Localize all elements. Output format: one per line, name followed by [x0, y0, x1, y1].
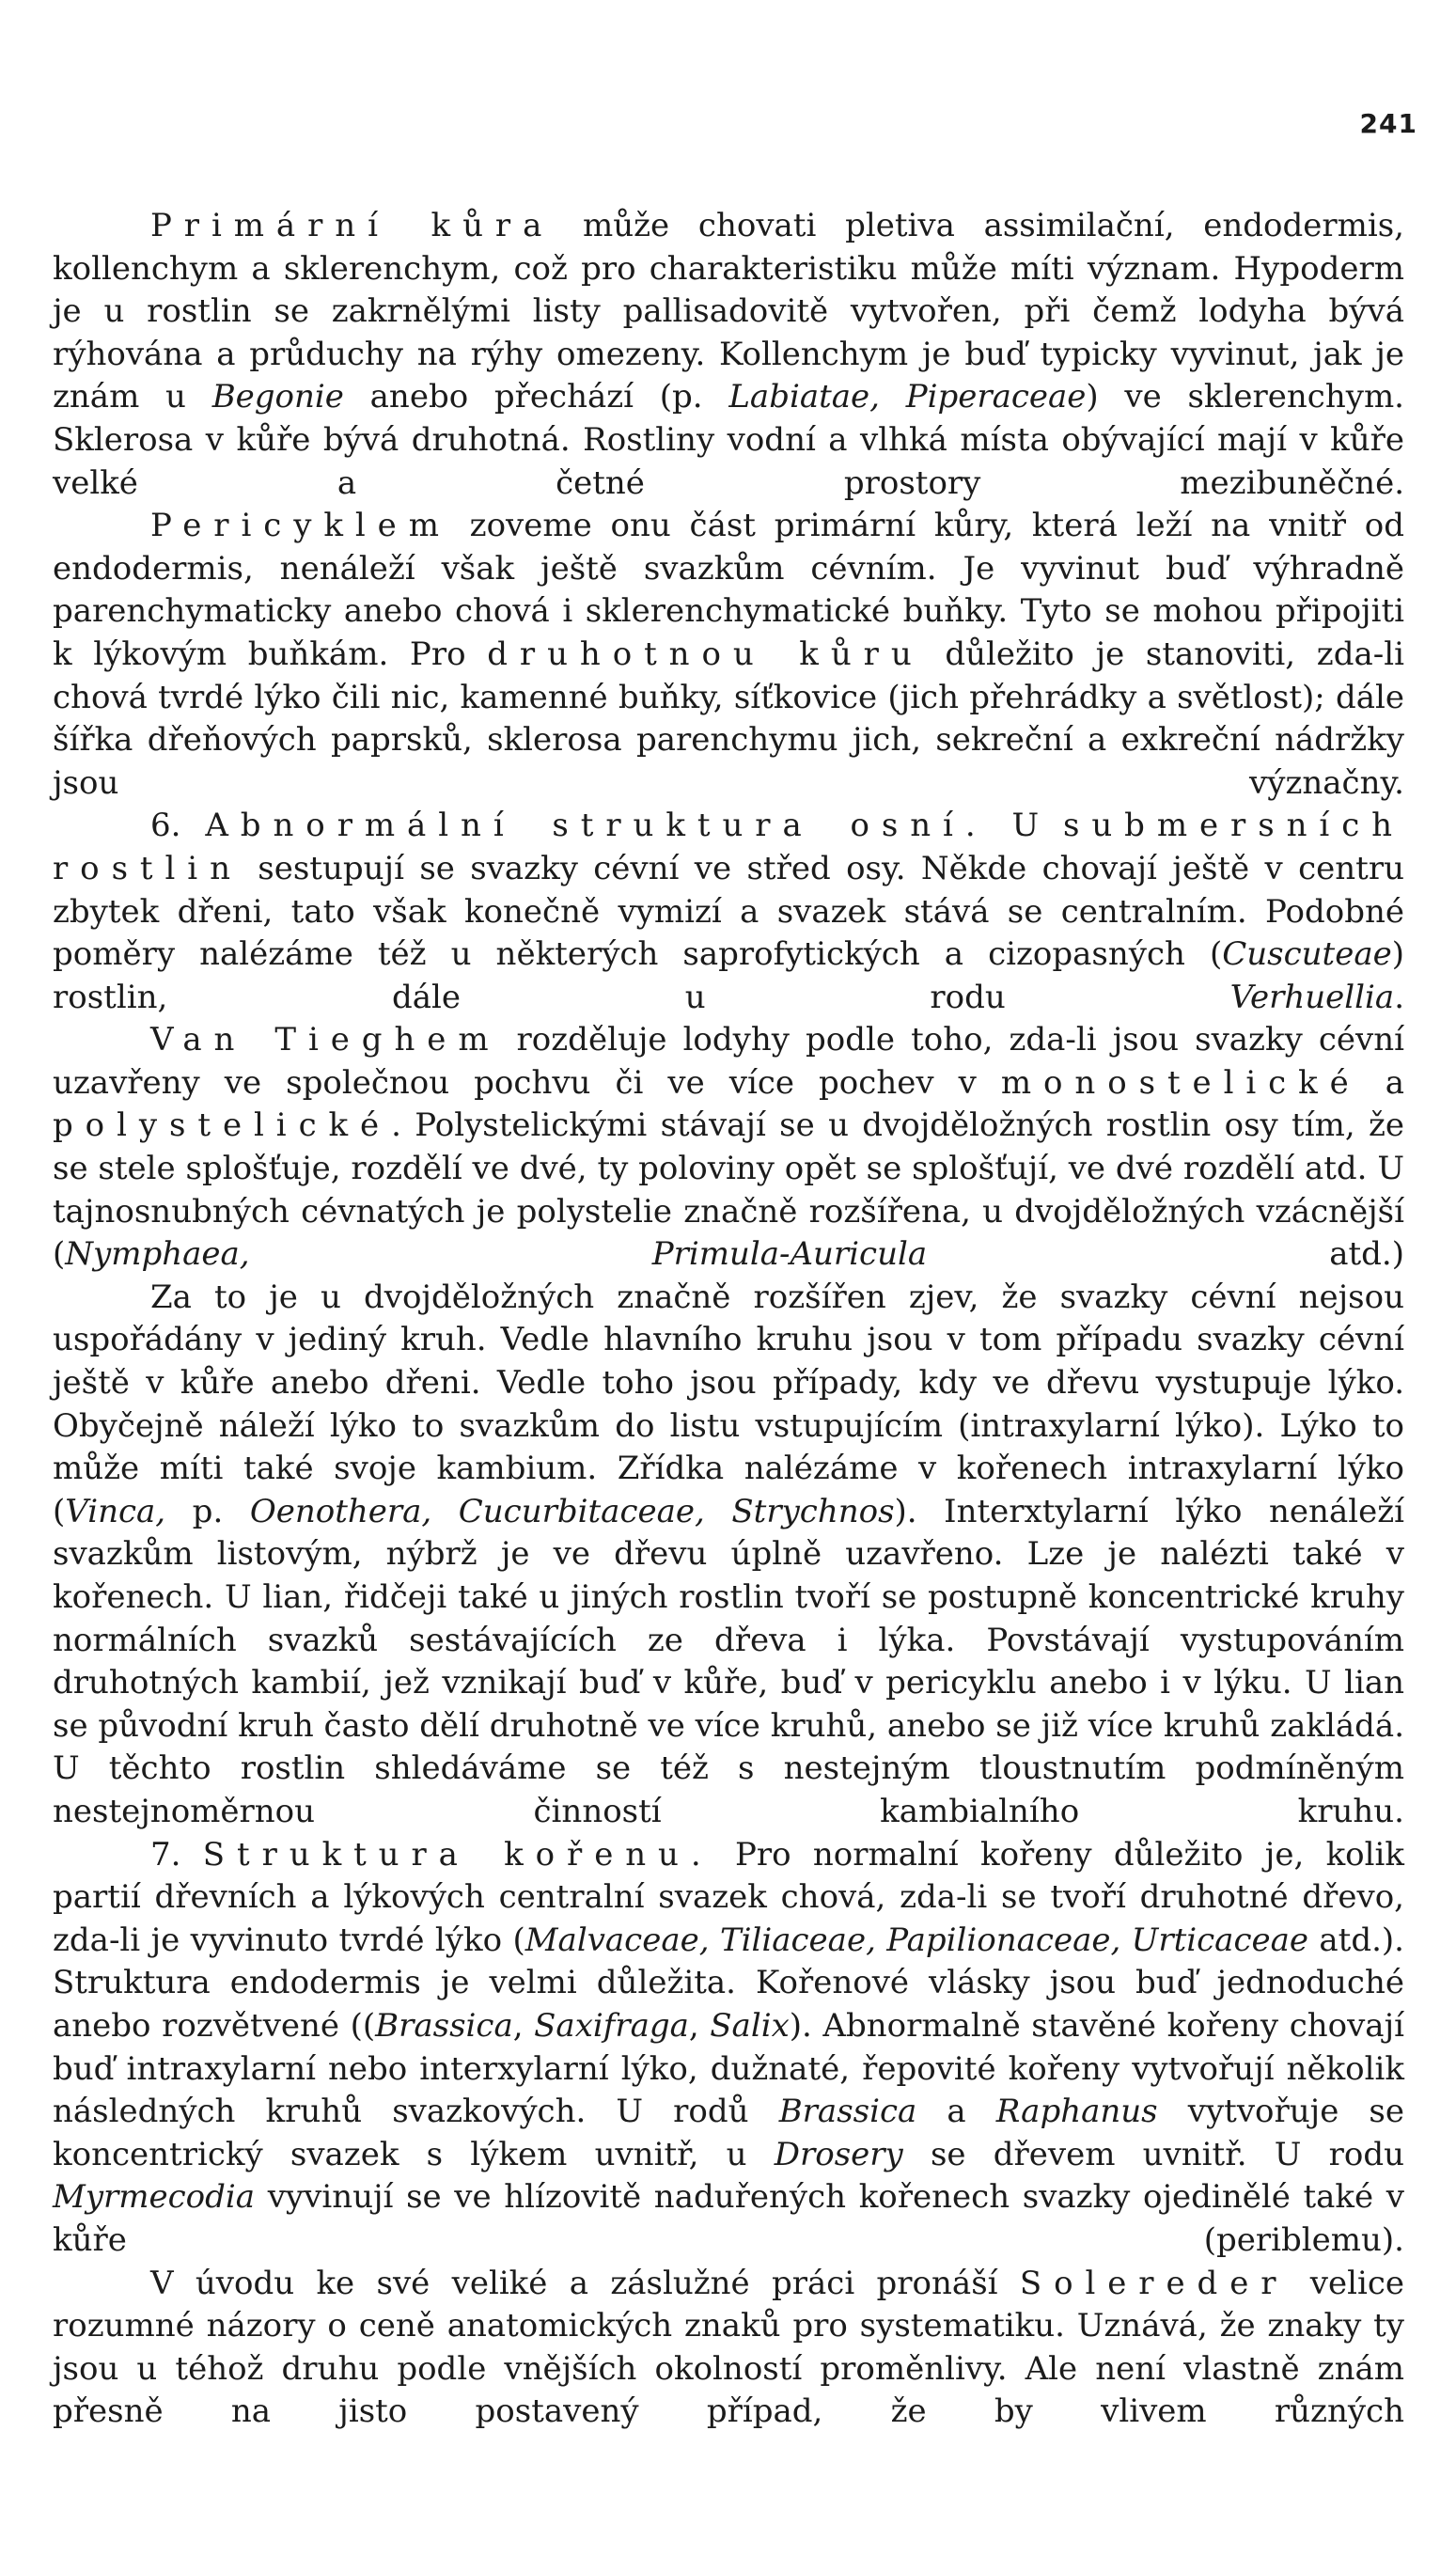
text-run: ) ve sklerenchym. Sklerosa v kůře bývá druhotná. Rostliny vodní a vlhká místa obývající mají v kůře velké a četné prostory mezibuněčné.: [53, 378, 1404, 502]
body-text: [53, 205, 1404, 2434]
spaced-emphasis: monostelické: [1000, 1063, 1361, 1102]
spaced-emphasis: druhotnou kůru: [487, 635, 924, 673]
italic-term: Oenothera, Cucurbitaceae, Strychnos: [249, 1492, 895, 1530]
text-run: vyvinují se ve hlízovitě naduřených kořenech svazky ojedinělé také v kůře (periblemu).: [53, 2178, 1404, 2259]
paragraph: [53, 205, 1404, 505]
text-run: U: [987, 807, 1063, 845]
text-run: a: [916, 2093, 996, 2131]
spaced-emphasis: Abnormální struktura osní.: [205, 807, 988, 845]
text-run: ). Interxtylarní lýko nenáleží svazkům listovým, nýbrž je ve dřevu úplně uzavřeno. Lze je nalézti také v kořenech. U lian, řidčeji také u jiných rostlin tvoří se postupně koncentrické kruhy normálních svazků sestávajících ze dřeva i lýka. Povstávají vystupováním druhotných kambií, jež vznikají buď v kůře, buď v pericyklu anebo i v lýku. U lian se původní kruh často dělí druhotně ve více kruhů, anebo se již více kruhů zakládá. U těchto rostlin shledáváme se též s nestejným tloustnutím podmíněným nestejnoměrnou činností kambialního kruhu.: [53, 1492, 1405, 1830]
page-number: 241: [1359, 108, 1417, 139]
text-run: sestupují se svazky cévní ve střed osy. Někde chovají ještě v centru zbytek dřeni, tato však konečně vymizí a svazek stává se centralním. Podobné poměry nalézáme též u některých saprofytických a cizopasných (: [53, 849, 1404, 974]
italic-term: Cuscuteae: [1222, 935, 1392, 974]
spaced-emphasis: Pericyklem: [150, 507, 451, 545]
italic-term: Saxifraga: [534, 2006, 689, 2045]
text-run: se dřevem uvnitř. U rodu: [902, 2135, 1404, 2173]
text-run: Za to je u dvojděložných značně rozšířen zjev, že svazky cévní nejsou uspořádány v jediný kruh. Vedle hlavního kruhu jsou v tom případu svazky cévní ještě v kůře anebo dřeni. Vedle toho jsou případy, kdy ve dřevu vystupuje lýko. Obyčejně náleží lýko to svazkům do listu vstupujícím (intraxylarní lýko). Lýko to může míti také svoje kambium. Zřídka nalézáme v kořenech intraxylarní lýko (: [53, 1278, 1404, 1530]
spaced-emphasis: Van Tieghem: [150, 1021, 501, 1059]
spaced-emphasis: Solereder: [1019, 2264, 1289, 2302]
text-run: 6.: [150, 807, 206, 845]
italic-term: Raphanus: [995, 2093, 1158, 2131]
text-run: Pro normalní kořeny důležito je, kolik partií dřevních a lýkových centralní svazek chová, zda-li se tvoří druhotné dřevo, zda-li je vyvinuto tvrdé lýko (: [53, 1835, 1405, 1959]
spaced-emphasis: submersních rostlin: [53, 807, 1404, 887]
text-run: anebo přechází (p.: [343, 378, 729, 416]
text-run: ) rostlin, dále u rodu: [53, 935, 1404, 1016]
text-run: může chovati pletiva assimilační, endodermis, kollenchym a sklerenchym, což pro charakteristiku může míti význam. Hypoderm je u rostlin se zakrnělými listy pallisadovitě vytvořen, při čemž lodyha bývá rýhována a průduchy na rýhy omezeny. Kollenchym je buď typicky vyvinut, jak je znám u: [53, 207, 1404, 416]
text-run: důležito je stanoviti, zda-li chová tvrdé lýko čili nic, kamenné buňky, síťkovice (jich přehrádky a světlost); dále šířka dřeňových paprsků, sklerosa parenchymu jich, sekreční a exkreční nádržky jsou význačny.: [53, 635, 1404, 802]
text-run: rozděluje lodyhy podle toho, zda-li jsou svazky cévní uzavřeny ve společnou pochvu či ve více pochev v: [53, 1021, 1404, 1102]
text-run: . Polystelickými stávají se u dvojděložných rostlin osy tím, že se stele splošťuje, rozdělí ve dvé, ty poloviny opět se splošťují, ve dvé rozdělí atd. U tajnosnubných cévnatých je polystelie značně rozšířena, u dvojděložných vzácnější (: [53, 1106, 1404, 1274]
italic-term: Begonie: [211, 378, 344, 416]
text-run: atd.): [927, 1235, 1405, 1274]
text-run: vytvořuje se koncentrický svazek s lýkem uvnitř, u: [53, 2093, 1405, 2173]
italic-term: Drosery: [774, 2135, 903, 2173]
paragraph: [53, 1277, 1404, 1834]
text-run: p.: [165, 1492, 250, 1530]
text-run: atd.). Struktura endodermis je velmi důležita. Kořenové vlásky jsou buď jednoduché anebo rozvětvené ((: [53, 1921, 1404, 2045]
paragraph: [53, 805, 1404, 1019]
spaced-emphasis: Struktura kořenu.: [202, 1835, 713, 1874]
italic-term: Brassica: [375, 2006, 513, 2045]
italic-term: Nymphaea, Primula-Auricula: [65, 1235, 928, 1274]
paragraph: [53, 1834, 1404, 2263]
spaced-emphasis: polystelické: [53, 1106, 392, 1145]
italic-term: Labiatae, Piperaceae: [728, 378, 1087, 416]
text-run: zoveme onu část primární kůry, která leží na vnitř od endodermis, nenáleží však ještě svazkům cévním. Je vyvinut buď výhradně parenchymaticky anebo chová i sklerenchymatické buňky. Tyto se mohou připojiti k lýkovým buňkám. Pro: [53, 507, 1404, 673]
paragraph: [53, 2263, 1404, 2434]
text-run: velice rozumné názory o ceně anatomických znaků pro systematiku. Uznává, že znaky ty jsou u téhož druhu podle vnějších okolností proměnlivy. Ale není vlastně znám přesně na jisto postavený případ, že by vlivem různých: [53, 2264, 1404, 2431]
text-run: V úvodu ke své veliké a záslužné práci pronáší: [150, 2264, 1020, 2302]
text-run: .: [1394, 978, 1404, 1016]
italic-term: Verhuellia: [1229, 978, 1395, 1016]
spaced-emphasis: Primární kůra: [150, 207, 555, 244]
paragraph: [53, 1019, 1404, 1277]
text-run: a: [1360, 1063, 1405, 1102]
paragraph: [53, 505, 1404, 805]
italic-term: Brassica: [778, 2093, 917, 2131]
italic-term: Vinca,: [65, 1492, 166, 1530]
text-run: 7.: [150, 1835, 203, 1874]
text-run: ,: [688, 2006, 711, 2045]
text-run: ). Abnormalně stavěné kořeny chovají buď intraxylarní nebo interxylarní lýko, dužnaté, řepovité kořeny vytvořují několik následných kruhů svazkových. U rodů: [53, 2006, 1404, 2131]
italic-term: Salix: [710, 2006, 790, 2045]
italic-term: Malvaceae, Tiliaceae, Papilionaceae, Urticaceae: [524, 1921, 1308, 1959]
text-run: ,: [512, 2006, 535, 2045]
italic-term: Myrmecodia: [53, 2178, 256, 2217]
